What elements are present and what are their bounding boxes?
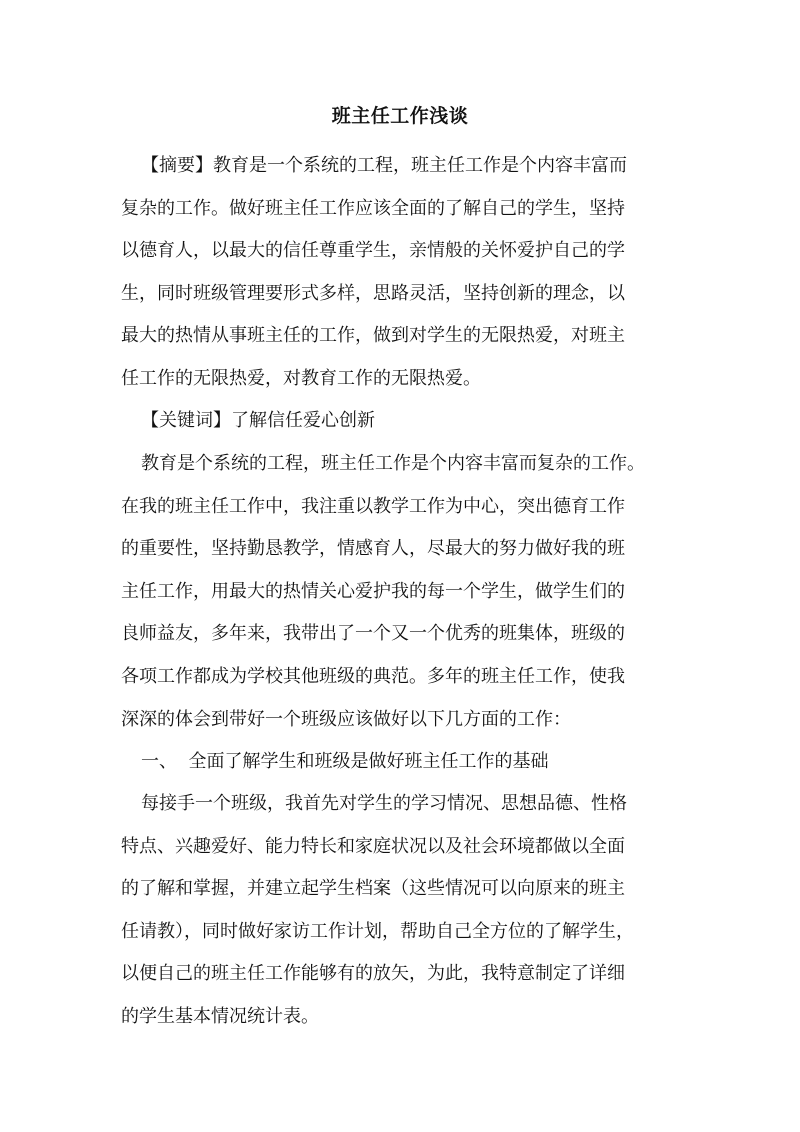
- intro-line: 在我的班主任工作中，我注重以教学工作为中心，突出德育工作: [121, 495, 625, 517]
- abstract-line: 最大的热情从事班主任的工作，做到对学生的无限热爱，对班主: [121, 325, 625, 347]
- intro-line: 教育是个系统的工程，班主任工作是个内容丰富而复杂的工作。: [141, 453, 645, 474]
- intro-line: 各项工作都成为学校其他班级的典范。多年的班主任工作，使我: [121, 665, 625, 687]
- section-line: 的了解和掌握，并建立起学生档案（这些情况可以向原来的班主: [121, 878, 625, 900]
- abstract-line: 任工作的无限热爱，对教育工作的无限热爱。: [121, 367, 481, 389]
- intro-line: 深深的体会到带好一个班级应该做好以下几方面的工作：: [121, 708, 571, 730]
- intro-line: 的重要性，坚持勤恳教学，情感育人，尽最大的努力做好我的班: [121, 538, 625, 560]
- section-paragraph: [121, 783, 661, 1039]
- intro-line: 良师益友，多年来，我带出了一个又一个优秀的班集体，班级的: [121, 623, 625, 645]
- section-heading-text: 一、 全面了解学生和班级是做好班主任工作的基础: [141, 751, 549, 772]
- intro-line: 主任工作，用最大的热情关心爱护我的每一个学生，做学生们的: [121, 580, 625, 602]
- section-line: 任请教），同时做好家访工作计划，帮助自己全方位的了解学生，: [121, 920, 634, 942]
- abstract-line: 以德育人，以最大的信任尊重学生，亲情般的关怀爱护自己的学: [121, 240, 625, 262]
- abstract-line: 生，同时班级管理要形式多样，思路灵活，坚持创新的理念，以: [121, 282, 625, 304]
- section-line: 的学生基本情况统计表。: [121, 1005, 319, 1027]
- section-line: 特点、兴趣爱好、能力特长和家庭状况以及社会环境都做以全面: [121, 835, 625, 857]
- abstract-line: 【摘要】教育是一个系统的工程，班主任工作是个内容丰富而: [141, 155, 627, 176]
- document-title: 班主任工作浅谈: [331, 105, 469, 127]
- section-line: 每接手一个班级，我首先对学生的学习情况、思想品德、性格: [141, 793, 627, 814]
- section-line: 以便自己的班主任工作能够有的放矢，为此，我特意制定了详细: [121, 963, 625, 985]
- intro-paragraph: [121, 443, 661, 741]
- abstract-line: 复杂的工作。做好班主任工作应该全面的了解自己的学生，坚持: [121, 197, 625, 219]
- keywords-line: 【关键词】了解信任爱心创新: [141, 410, 375, 431]
- abstract-paragraph: [121, 145, 661, 401]
- keywords-paragraph: [121, 400, 661, 443]
- section-heading: [121, 741, 661, 784]
